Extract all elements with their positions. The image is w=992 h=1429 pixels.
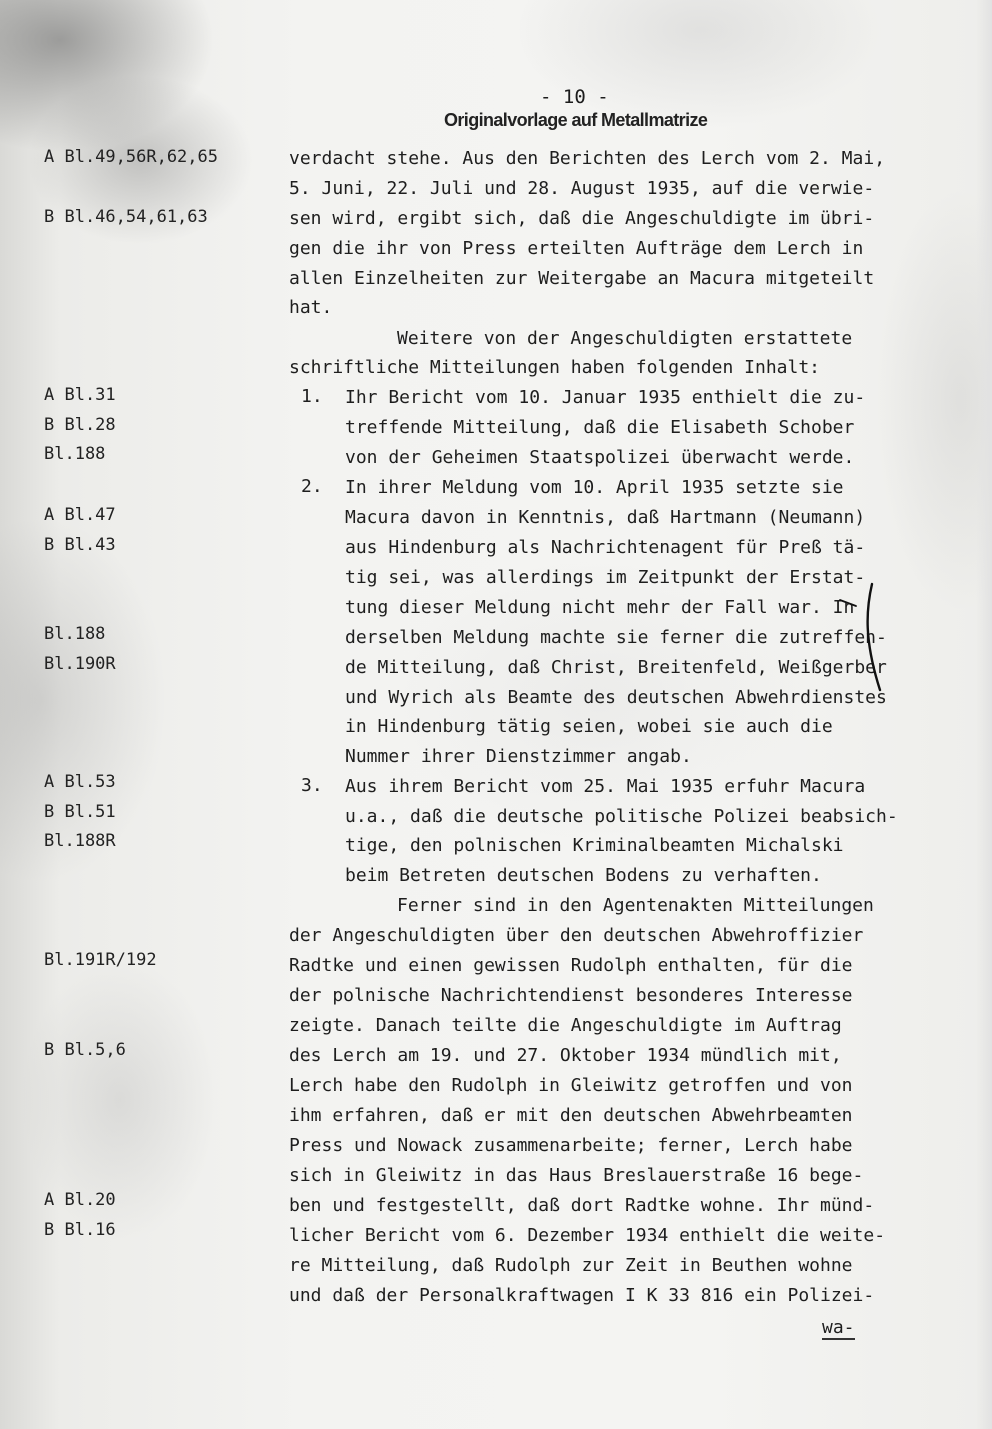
body-text-line: re Mitteilung, daß Rudolph zur Zeit in Beuthen wohne [289, 1255, 853, 1276]
body-text-line: Press und Nowack zusammenarbeite; ferner, Lerch habe [289, 1135, 853, 1156]
body-text-line: zeigte. Danach teilte die Angeschuldigte im Auftrag [289, 1015, 842, 1036]
body-text-line: u.a., daß die deutsche politische Polizei beabsich- [345, 806, 898, 827]
body-text-line: aus Hindenburg als Nachrichtenagent für Preß tä- [345, 537, 866, 558]
body-text-line: Aus ihrem Bericht vom 25. Mai 1935 erfuhr Macura [345, 776, 866, 797]
margin-note: B Bl.16 [44, 1220, 116, 1240]
body-text-line: gen die ihr von Press erteilten Aufträge dem Lerch in [289, 238, 864, 259]
body-text-line: tige, den polnischen Kriminalbeamten Michalski [345, 835, 844, 856]
body-text-line: treffende Mitteilung, daß die Elisabeth Schober [345, 417, 855, 438]
margin-note: A Bl.49,56R,62,65 [44, 147, 218, 167]
body-text-line: sen wird, ergibt sich, daß die Angeschuldigte im übri- [289, 208, 875, 229]
list-item-number: 1. [301, 386, 323, 407]
body-text-line: der Angeschuldigten über den deutschen Abwehroffizier [289, 925, 864, 946]
body-text-line: licher Bericht vom 6. Dezember 1934 enthielt die weite- [289, 1225, 886, 1246]
matrix-stamp: Originalvorlage auf Metallmatrize [444, 110, 708, 130]
margin-note: B Bl.51 [44, 802, 116, 822]
body-text-line: schriftliche Mitteilungen haben folgenden Inhalt: [289, 357, 821, 378]
catchword: wa- [822, 1317, 855, 1338]
body-text-line: Nummer ihrer Dienstzimmer angab. [345, 746, 692, 767]
body-text-line: Ferner sind in den Agentenakten Mitteilungen [397, 895, 874, 916]
margin-note: A Bl.47 [44, 505, 116, 525]
body-text-line: Weitere von der Angeschuldigten erstattete [397, 328, 853, 349]
page-edge-shadow [976, 0, 992, 1429]
body-text-line: verdacht stehe. Aus den Berichten des Lerch vom 2. Mai, [289, 148, 886, 169]
body-text-line: Lerch habe den Rudolph in Gleiwitz getroffen und von [289, 1075, 853, 1096]
body-text-line: von der Geheimen Staatspolizei überwacht werde. [345, 447, 855, 468]
body-text-line: beim Betreten deutschen Bodens zu verhaften. [345, 865, 822, 886]
body-text-line: derselben Meldung machte sie ferner die zutreffen- [345, 627, 887, 648]
margin-note: Bl.188R [44, 831, 116, 851]
list-item-number: 2. [301, 476, 323, 497]
body-text-line: Ihr Bericht vom 10. Januar 1935 enthielt die zu- [345, 387, 866, 408]
margin-note: Bl.188 [44, 444, 106, 464]
body-text-line: tig sei, was allerdings im Zeitpunkt der Erstat- [345, 567, 866, 588]
body-text-line: und Wyrich als Beamte des deutschen Abwehrdienstes [345, 687, 887, 708]
body-text-line: sich in Gleiwitz in das Haus Breslauerstraße 16 bege- [289, 1165, 864, 1186]
page-number: - 10 - [540, 86, 609, 108]
margin-note: Bl.190R [44, 654, 116, 674]
margin-note: Bl.191R/192 [44, 950, 157, 970]
body-text-line: der polnische Nachrichtendienst besonderes Interesse [289, 985, 853, 1006]
margin-note: B Bl.46,54,61,63 [44, 207, 208, 227]
margin-note: Bl.188 [44, 624, 106, 644]
margin-note: A Bl.53 [44, 772, 116, 792]
margin-note: B Bl.28 [44, 415, 116, 435]
body-text-line: ihm erfahren, daß er mit den deutschen Abwehrbeamten [289, 1105, 853, 1126]
body-text-line: ben und festgestellt, daß dort Radtke wohne. Ihr münd- [289, 1195, 875, 1216]
margin-note: B Bl.5,6 [44, 1040, 126, 1060]
margin-note: B Bl.43 [44, 535, 116, 555]
body-text-line: in Hindenburg tätig seien, wobei sie auch die [345, 716, 833, 737]
body-text-line: und daß der Personalkraftwagen I K 33 816 ein Polizei- [289, 1285, 875, 1306]
body-text-line: tung dieser Meldung nicht mehr der Fall war. In [345, 597, 855, 618]
body-text-line: de Mitteilung, daß Christ, Breitenfeld, Weißgerber [345, 657, 887, 678]
body-text-line: 5. Juni, 22. Juli und 28. August 1935, auf die verwie- [289, 178, 875, 199]
body-text-line: In ihrer Meldung vom 10. April 1935 setzte sie [345, 477, 844, 498]
body-text-line: Radtke und einen gewissen Rudolph enthalten, für die [289, 955, 853, 976]
margin-note: A Bl.20 [44, 1190, 116, 1210]
margin-note: A Bl.31 [44, 385, 116, 405]
body-text-line: Macura davon in Kenntnis, daß Hartmann (Neumann) [345, 507, 866, 528]
body-text-line: des Lerch am 19. und 27. Oktober 1934 mündlich mit, [289, 1045, 842, 1066]
body-text-line: allen Einzelheiten zur Weitergabe an Macura mitgeteilt [289, 268, 875, 289]
body-text-line: hat. [289, 297, 333, 318]
list-item-number: 3. [301, 775, 323, 796]
